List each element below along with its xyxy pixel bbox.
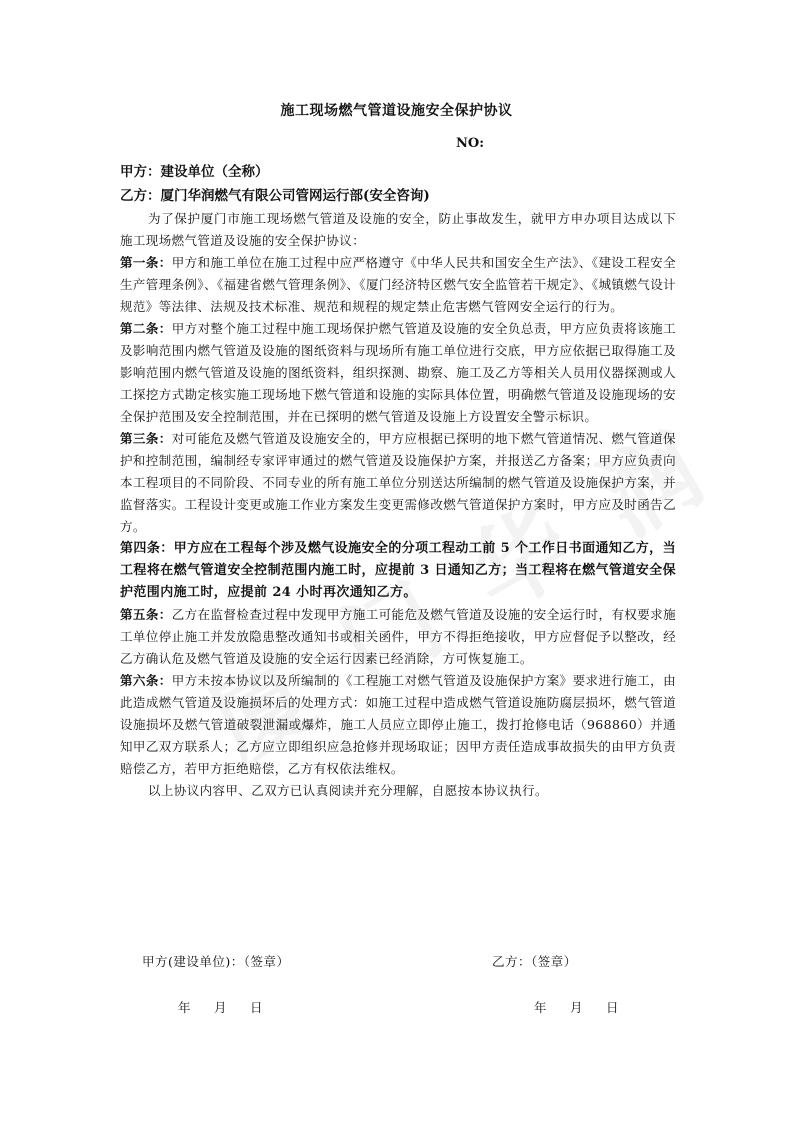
closing-paragraph: 以上协议内容甲、乙双方已认真阅读并充分理解，自愿按本协议执行。 (148, 783, 548, 798)
date-year: 年 (178, 1000, 192, 1015)
clause-label: 第五条： (120, 607, 172, 622)
intro-paragraph: 为了保护厦门市施工现场燃气管道及设施的安全，防止事故发生，就甲方申办项目达成以下施工现场燃气管道及设施的安全保护协议： (120, 211, 676, 248)
signature-party-a: 甲方(建设单位)：（签章） (142, 954, 290, 969)
date-party-b (534, 998, 642, 1016)
party-b: 乙方：厦门华润燃气有限公司管网运行部(安全咨询) (120, 188, 430, 204)
clause-6 (120, 670, 676, 780)
document-title: 施工现场燃气管道设施安全保护协议 (280, 103, 513, 119)
clause-2 (120, 318, 676, 428)
date-month: 月 (214, 1000, 228, 1015)
signature-party-b: 乙方：（签章） (492, 954, 577, 969)
clause-label: 第四条： (120, 541, 174, 556)
clause-5 (120, 604, 676, 670)
clause-text: 对可能危及燃气管道及设施安全的，甲方应根据已探明的地下燃气管道情况、燃气管道保护和控制范围，编制经专家评审通过的燃气管道及设施保护方案，并报送乙方备案；甲方应负责向本工程项目的不同阶段、不同专业的所有施工单位分别送达所编制的燃气管道及设施保护方案，并监督落实。工程设计变更或施工作业方案发生变更需修改燃气管道保护方案时，甲方应及时函告乙方。 (120, 431, 676, 534)
clause-3 (120, 428, 676, 538)
document-number: NO: (456, 136, 485, 151)
date-party-a (178, 998, 286, 1016)
date-year: 年 (534, 1000, 548, 1015)
clause-text: 甲方对整个施工过程中施工现场保护燃气管道及设施的安全负总责，甲方应负责将该施工及影响范围内燃气管道及设施的图纸资料与现场所有施工单位进行交底，甲方应依据已取得施工及影响范围内燃气管道及设施的图纸资料，组织探测、勘察、施工及乙方等相关人员用仪器探测或人工探挖方式勘定核实施工现场地下燃气管道和设施的实际具体位置，明确燃气管道及设施现场的安全保护范围及安全控制范围，并在已探明的燃气管道及设施上方设置安全警示标识。 (120, 321, 676, 424)
clause-label: 第三条： (120, 431, 172, 446)
date-day: 日 (250, 1000, 264, 1015)
clause-label: 第六条： (120, 673, 172, 688)
date-day: 日 (606, 1000, 620, 1015)
clause-text: 甲方未按本协议以及所编制的《工程施工对燃气管道及设施保护方案》要求进行施工，由此造成燃气管道及设施损坏后的处理方式：如施工过程中造成燃气管道设施防腐层损坏，燃气管道设施损坏及燃气管道破裂泄漏或爆炸，施工人员应立即停止施工，拨打抢修电话（968860）并通知甲乙双方联系人；乙方应立即组织应急抢修并现场取证；因甲方责任造成事故损失的由甲方负责赔偿乙方，若甲方拒绝赔偿，乙方有权依法维权。 (120, 673, 676, 776)
date-month: 月 (570, 1000, 584, 1015)
clause-label: 第二条： (120, 321, 172, 336)
agreement-body (120, 208, 676, 802)
clause-1 (120, 252, 676, 318)
clause-text: 甲方应在工程每个涉及燃气设施安全的分项工程动工前 5 个工作日书面通知乙方，当工程将在燃气管道安全控制范围内施工时，应提前 3 日通知乙方；当工程将在燃气管道安全保护范围内施工时，应提前 24 小时再次通知乙方。 (120, 541, 676, 600)
clause-label: 第一条： (120, 255, 172, 270)
party-a: 甲方：建设单位（全称） (120, 164, 269, 180)
clause-4 (120, 538, 676, 604)
clause-text: 乙方在监督检查过程中发现甲方施工可能危及燃气管道及设施的安全运行时，有权要求施工单位停止施工并发放隐患整改通知书或相关函件，甲方不得拒绝接收，甲方应督促予以整改，经乙方确认危及燃气管道及设施的安全运行因素已经消除，方可恢复施工。 (120, 607, 676, 666)
clause-text: 甲方和施工单位在施工过程中应严格遵守《中华人民共和国安全生产法》、《建设工程安全生产管理条例》、《福建省燃气管理条例》、《厦门经济特区燃气安全监管若干规定》、《城镇燃气设计规范》等法律、法规及技术标准、规范和规程的规定禁止危害燃气管网安全运行的行为。 (120, 255, 676, 314)
